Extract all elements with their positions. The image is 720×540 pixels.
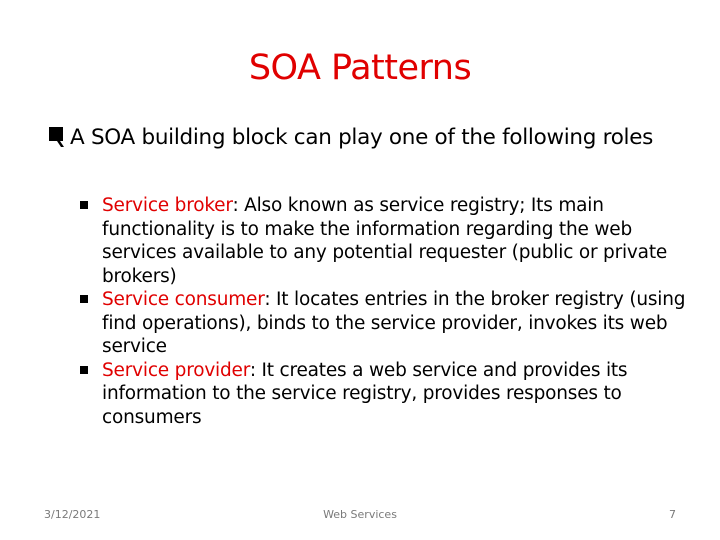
main-bullet [48, 125, 708, 151]
square-bullet-icon [80, 366, 88, 374]
list-item [80, 359, 695, 430]
square-bullet-icon [80, 201, 88, 209]
role-description: : It locates entries in the broker registry (using find operations), binds to the service provider, invokes its web service [102, 289, 686, 357]
page-number: 7 [669, 508, 676, 521]
square-bullet-icon [80, 295, 88, 303]
role-term: Service consumer [102, 289, 265, 310]
role-description: : Also known as service registry; Its main functionality is to make the information regarding the web services available to any potential requester (public or private brokers) [102, 195, 668, 287]
roles-list [80, 194, 695, 429]
main-bullet-text: A SOA building block can play one of the following roles [70, 125, 654, 150]
list-item [80, 194, 695, 288]
role-description: : It creates a web service and provides its information to the service registry, provides responses to consumers [102, 359, 628, 428]
footer-date: 3/12/2021 [44, 508, 101, 521]
role-term: Service provider [102, 359, 250, 381]
footer-title: Web Services [323, 508, 397, 521]
role-term: Service broker [102, 195, 233, 216]
list-item [80, 288, 695, 359]
q-box-bullet-icon [48, 126, 68, 152]
slide-title: SOA Patterns [248, 48, 472, 88]
